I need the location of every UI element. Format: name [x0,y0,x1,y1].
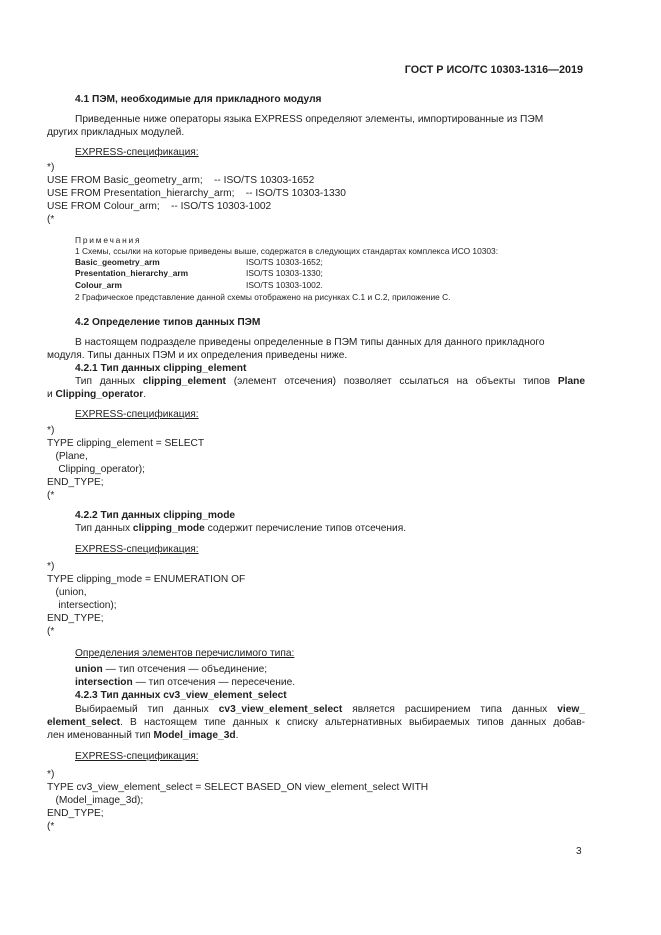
text-run: лен именованный тип [47,730,154,741]
note-schema-name: Presentation_hierarchy_arm [75,268,189,278]
type-name: clipping_element [142,376,226,387]
type-name: Model_image_3d [153,730,236,741]
code-line: Clipping_operator); [47,464,145,475]
type-name: Plane [557,376,585,387]
section-4-2-1-line-1 [75,375,585,388]
section-4-2-2-line-1 [75,522,406,535]
text-run: является расширением типа данных [342,704,558,715]
code-line: *) [47,769,55,780]
express-spec-label: EXPRESS-спецификация: [75,147,199,158]
express-spec-label: EXPRESS-спецификация: [75,751,199,762]
section-4-2-1-heading: 4.2.1 Тип данных clipping_element [75,363,247,374]
section-4-2-2-heading: 4.2.2 Тип данных clipping_mode [75,510,236,521]
text-run: . [143,389,147,400]
note-schema-name: Colour_arm [75,280,123,290]
code-line: END_TYPE; [47,613,104,624]
express-spec-label: EXPRESS-спецификация: [75,409,199,420]
section-4-2-paragraph-line-1: В настоящем подразделе приведены определенные в ПЭМ типы данных для данного прикладного [75,337,545,348]
text-run: Выбираемый тип данных [75,704,219,715]
text-run: . В настоящем типе данных к списку альтернативных выбираемых типов данных добав- [120,717,585,728]
text-run: и [47,389,56,400]
enum-item-intersection [75,676,295,689]
page-number: 3 [576,846,582,857]
code-line: USE FROM Presentation_hierarchy_arm; -- ISO/TS 10303-1330 [47,188,346,199]
section-4-1-paragraph-line-1: Приведенные ниже операторы языка EXPRESS определяют элементы, импортированные из ПЭМ [75,114,544,125]
code-line: END_TYPE; [47,808,104,819]
text-run: (элемент отсечения) позволяет ссылаться на объекты типов [225,376,558,387]
section-4-2-1-line-2 [47,388,146,401]
enum-definitions-label: Определения элементов перечислимого типа: [75,648,295,659]
code-line: TYPE clipping_element = SELECT [47,438,205,449]
note-schema-name: Basic_geometry_arm [75,257,160,267]
text-run: содержит перечисление типов отсечения. [204,523,407,534]
note-1: 1 Схемы, ссылки на которые приведены выше, содержатся в следующих стандартах комплекса ИСО 10303: [75,246,499,256]
section-4-1-paragraph-line-2: других прикладных модулей. [47,127,185,138]
text-run: — тип отсечения — объединение; [102,664,268,675]
code-line: (* [47,214,55,225]
code-line: (union, [47,587,87,598]
standard-header: ГОСТ Р ИСО/ТС 10303-1316—2019 [404,64,583,76]
section-4-2-3-heading: 4.2.3 Тип данных cv3_view_element_select [75,690,287,701]
code-line: (* [47,626,55,637]
section-4-2-3-line-3 [47,729,238,742]
code-line: *) [47,561,55,572]
section-4-1-heading: 4.1 ПЭМ, необходимые для прикладного модуля [75,94,322,105]
code-line: TYPE clipping_mode = ENUMERATION OF [47,574,246,585]
notes-title: Примечания [75,235,142,245]
enum-name: intersection [75,677,133,688]
enum-name: union [75,664,103,675]
express-spec-label: EXPRESS-спецификация: [75,544,199,555]
type-name: Clipping_operator [55,389,144,400]
section-4-2-3-line-2 [47,716,585,729]
section-4-2-3-line-1 [75,703,585,716]
text-run: Тип данных [75,376,143,387]
type-name: cv3_view_element_select [218,704,343,715]
text-run: — тип отсечения — пересечение. [132,677,296,688]
note-schema-ref: ISO/TS 10303-1002. [246,280,323,290]
type-name: element_select [47,717,121,728]
type-name: clipping_mode [132,523,205,534]
code-line: *) [47,425,55,436]
code-line: USE FROM Colour_arm; -- ISO/TS 10303-1002 [47,201,272,212]
code-line: END_TYPE; [47,477,104,488]
text-run: Тип данных [75,523,133,534]
text-run: . [235,730,239,741]
enum-item-union [75,663,267,676]
code-line: intersection); [47,600,117,611]
section-4-2-heading: 4.2 Определение типов данных ПЭМ [75,317,261,328]
note-schema-ref: ISO/TS 10303-1330; [246,268,323,278]
code-line: *) [47,162,55,173]
type-name: view_ [557,704,585,715]
code-line: USE FROM Basic_geometry_arm; -- ISO/TS 10303-1652 [47,175,315,186]
code-line: TYPE cv3_view_element_select = SELECT BASED_ON view_element_select WITH [47,782,429,793]
code-line: (Model_image_3d); [47,795,144,806]
section-4-2-paragraph-line-2: модуля. Типы данных ПЭМ и их определения приведены ниже. [47,350,348,361]
note-schema-ref: ISO/TS 10303-1652; [246,257,323,267]
code-line: (* [47,821,55,832]
code-line: (* [47,490,55,501]
note-2: 2 Графическое представление данной схемы отображено на рисунках С.1 и С.2, приложение С. [75,292,451,302]
code-line: (Plane, [47,451,88,462]
